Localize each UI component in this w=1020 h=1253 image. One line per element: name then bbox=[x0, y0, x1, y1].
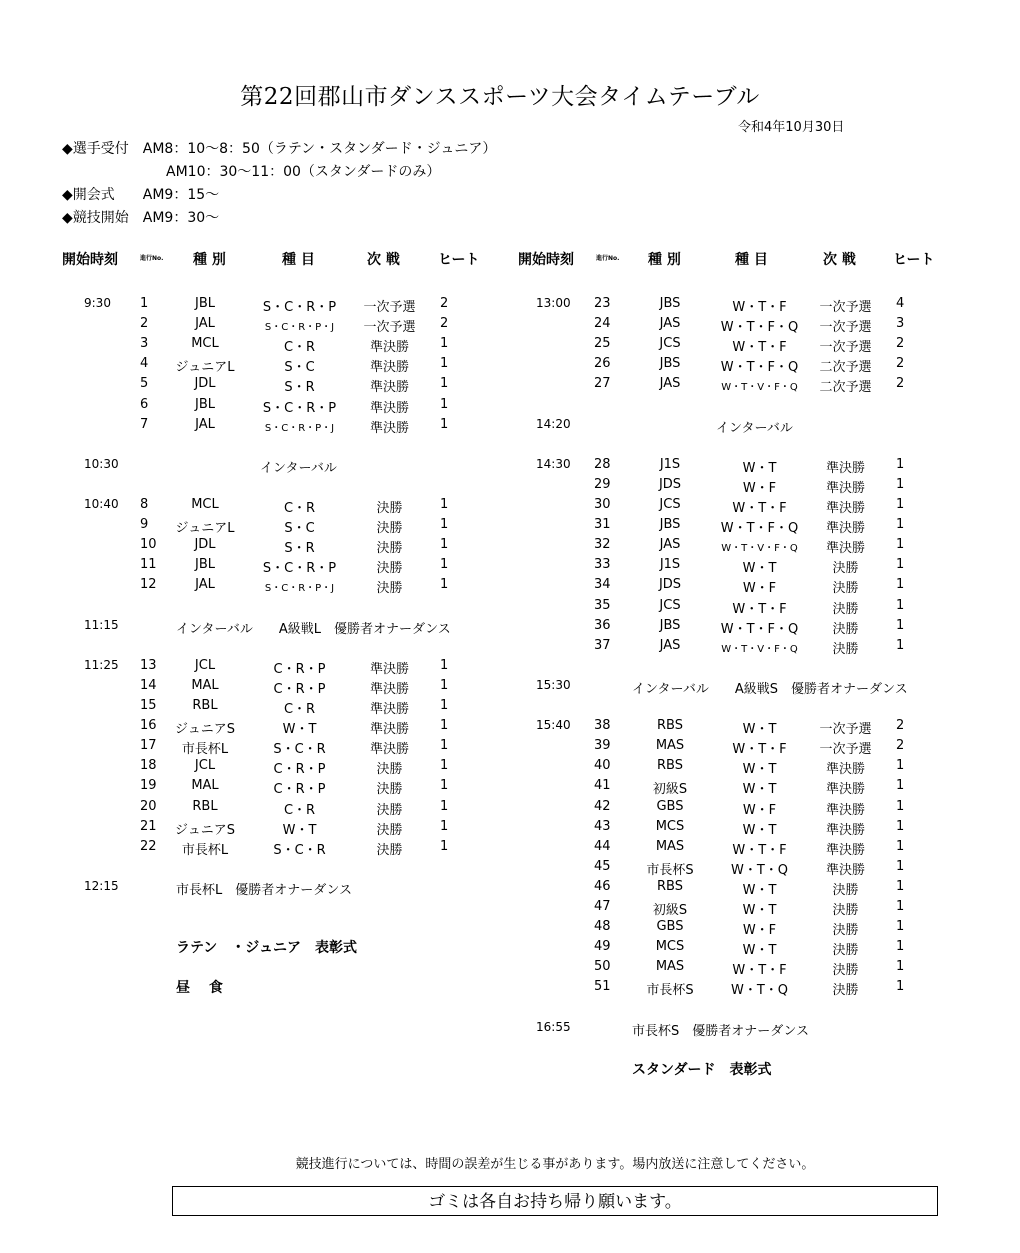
heat-count: 2 bbox=[440, 316, 449, 332]
event: C・R・P bbox=[273, 782, 326, 798]
progress-number: 2 bbox=[140, 316, 149, 332]
category: ジュニアL bbox=[175, 521, 235, 537]
category: 市長杯S bbox=[646, 862, 694, 878]
progress-number: 45 bbox=[594, 858, 611, 874]
heat-count: 1 bbox=[440, 396, 449, 412]
progress-number: 15 bbox=[140, 698, 157, 713]
category: JDL bbox=[194, 376, 216, 392]
next-round: 決勝 bbox=[376, 521, 403, 537]
progress-number: 30 bbox=[594, 497, 611, 512]
category: JAS bbox=[659, 376, 681, 392]
progress-number: 27 bbox=[594, 376, 611, 392]
heat-count: 1 bbox=[896, 838, 905, 854]
heat-count: 1 bbox=[896, 456, 905, 472]
next-round: 準決勝 bbox=[825, 541, 865, 557]
heat-count: 1 bbox=[896, 597, 905, 613]
event: W・T bbox=[742, 882, 777, 898]
next-round: 準決勝 bbox=[369, 360, 409, 376]
next-round: 二次予選 bbox=[819, 360, 872, 376]
event: S・C・R bbox=[273, 742, 326, 758]
next-round: 決勝 bbox=[832, 923, 859, 939]
event: W・F bbox=[742, 802, 777, 818]
heat-count: 4 bbox=[896, 296, 905, 311]
category: JBS bbox=[659, 356, 681, 372]
next-round: 一次予選 bbox=[819, 300, 872, 315]
heat-count: 1 bbox=[440, 818, 449, 834]
ceremony-note: ラテン ・ジュニア 表彰式 bbox=[176, 940, 358, 956]
next-round: 準決勝 bbox=[825, 501, 865, 516]
next-round: 準決勝 bbox=[825, 782, 865, 798]
heat-count: 1 bbox=[896, 919, 905, 935]
category: RBS bbox=[657, 878, 683, 894]
event: W・T bbox=[742, 722, 777, 738]
progress-number: 21 bbox=[140, 818, 157, 834]
header-heat-left: ヒート bbox=[438, 252, 480, 268]
event: W・T bbox=[742, 822, 777, 838]
progress-number: 34 bbox=[594, 577, 611, 593]
category: ジュニアS bbox=[175, 722, 235, 738]
progress-number: 40 bbox=[594, 758, 611, 774]
category: MAS bbox=[655, 959, 685, 975]
heat-count: 1 bbox=[896, 979, 905, 995]
heat-count: 1 bbox=[896, 899, 905, 914]
page-title: 第22回郡山市ダンススポーツ大会タイムテーブル bbox=[240, 84, 760, 110]
next-round: 二次予選 bbox=[819, 380, 872, 396]
progress-number: 39 bbox=[594, 738, 611, 754]
header-heat-right: ヒート bbox=[893, 252, 935, 268]
event: W・T bbox=[742, 460, 777, 476]
next-round: 決勝 bbox=[832, 581, 859, 597]
start-time: 14:30 bbox=[536, 456, 571, 471]
start-time: 11:15 bbox=[84, 617, 119, 632]
progress-number: 33 bbox=[594, 557, 611, 573]
progress-number: 12 bbox=[140, 577, 157, 593]
heat-count: 1 bbox=[440, 778, 449, 794]
info-competition-start: ◆競技開始 AM9：30～ bbox=[62, 210, 220, 226]
progress-number: 23 bbox=[594, 296, 611, 311]
progress-number: 25 bbox=[594, 336, 611, 352]
next-round: 一次予選 bbox=[819, 742, 872, 758]
header-category-left: 種 別 bbox=[193, 252, 226, 268]
category: JBL bbox=[195, 557, 215, 573]
progress-number: 11 bbox=[140, 557, 157, 573]
progress-number: 37 bbox=[594, 637, 611, 653]
event: S・C・R bbox=[273, 842, 326, 858]
progress-number: 7 bbox=[140, 416, 149, 432]
event: C・R・P bbox=[273, 661, 326, 677]
event: W・T・F・Q bbox=[720, 521, 799, 537]
schedule-note: インターバル A級戦S 優勝者オナーダンス bbox=[632, 681, 908, 697]
event: C・R・P bbox=[273, 762, 326, 778]
progress-number: 43 bbox=[594, 818, 611, 834]
heat-count: 1 bbox=[440, 517, 449, 533]
start-time: 10:30 bbox=[84, 456, 119, 471]
category: MCS bbox=[655, 939, 685, 955]
progress-number: 18 bbox=[140, 758, 157, 774]
header-progress-no-left: 進行No. bbox=[140, 255, 164, 262]
next-round: 決勝 bbox=[832, 963, 859, 979]
heat-count: 1 bbox=[440, 336, 449, 352]
header-start-time-left: 開始時刻 bbox=[62, 252, 118, 268]
next-round: 決勝 bbox=[376, 561, 403, 577]
event: W・T・V・F・Q bbox=[721, 643, 798, 655]
footer-notice-box bbox=[172, 1186, 938, 1216]
next-round: 一次予選 bbox=[363, 300, 416, 315]
category: JDS bbox=[658, 577, 682, 593]
heat-count: 2 bbox=[896, 356, 905, 372]
progress-number: 5 bbox=[140, 376, 149, 392]
event: W・T・F bbox=[732, 963, 787, 979]
next-round: 準決勝 bbox=[825, 862, 865, 878]
category: MCL bbox=[191, 497, 219, 512]
heat-count: 2 bbox=[896, 718, 905, 734]
event: S・C・R・P bbox=[262, 400, 337, 416]
next-round: 準決勝 bbox=[825, 460, 865, 476]
heat-count: 1 bbox=[896, 798, 905, 814]
heat-count: 1 bbox=[896, 517, 905, 533]
event: W・T・F bbox=[732, 300, 787, 315]
heat-count: 1 bbox=[896, 858, 905, 874]
progress-number: 36 bbox=[594, 617, 611, 633]
next-round: 決勝 bbox=[376, 581, 403, 597]
progress-number: 6 bbox=[140, 396, 149, 412]
category: JAS bbox=[659, 637, 681, 653]
progress-number: 1 bbox=[140, 296, 149, 311]
category: JCS bbox=[659, 497, 681, 512]
next-round: 決勝 bbox=[832, 641, 859, 657]
next-round: 準決勝 bbox=[825, 480, 865, 496]
category: ジュニアL bbox=[175, 360, 235, 376]
heat-count: 3 bbox=[896, 316, 905, 332]
progress-number: 51 bbox=[594, 979, 611, 995]
category: 市長杯L bbox=[181, 742, 229, 758]
category: JBL bbox=[195, 396, 215, 412]
heat-count: 1 bbox=[896, 959, 905, 975]
category: J1S bbox=[659, 456, 681, 472]
info-opening-ceremony: ◆開会式 AM9：15～ bbox=[62, 187, 220, 203]
header-progress-no-right: 進行No. bbox=[596, 255, 620, 262]
heat-count: 1 bbox=[896, 758, 905, 774]
category: JDL bbox=[194, 537, 216, 553]
event: S・R bbox=[284, 380, 315, 396]
next-round: 決勝 bbox=[376, 541, 403, 557]
event: W・T・F・Q bbox=[720, 360, 799, 376]
event: S・C・R・P bbox=[262, 300, 337, 315]
progress-number: 9 bbox=[140, 517, 149, 533]
next-round: 準決勝 bbox=[369, 702, 409, 717]
next-round: 決勝 bbox=[376, 762, 403, 778]
heat-count: 1 bbox=[896, 617, 905, 633]
progress-number: 26 bbox=[594, 356, 611, 372]
event: W・T bbox=[282, 822, 317, 838]
event: W・T・F・Q bbox=[720, 320, 799, 336]
category: J1S bbox=[659, 557, 681, 573]
progress-number: 47 bbox=[594, 899, 611, 914]
category: JAS bbox=[659, 316, 681, 332]
footer-notice-text: ゴミは各自お持ち帰り願います。 bbox=[428, 1192, 682, 1212]
heat-count: 1 bbox=[440, 376, 449, 392]
event: S・R bbox=[284, 541, 315, 557]
category: MCS bbox=[655, 818, 685, 834]
next-round: 一次予選 bbox=[363, 320, 416, 336]
category: JBS bbox=[659, 517, 681, 533]
category: RBL bbox=[192, 698, 218, 713]
next-round: 準決勝 bbox=[369, 380, 409, 396]
next-round: 準決勝 bbox=[825, 521, 865, 537]
event: W・T・V・F・Q bbox=[721, 382, 798, 394]
event: W・F bbox=[742, 923, 777, 939]
category: RBL bbox=[192, 798, 218, 814]
event: W・T bbox=[742, 943, 777, 959]
next-round: 一次予選 bbox=[819, 320, 872, 336]
header-next-right: 次 戦 bbox=[823, 252, 856, 268]
next-round: 決勝 bbox=[832, 903, 859, 918]
heat-count: 1 bbox=[440, 758, 449, 774]
event: W・T bbox=[742, 903, 777, 918]
event: W・T・F bbox=[732, 340, 787, 356]
start-time: 16:55 bbox=[536, 1019, 571, 1034]
next-round: 一次予選 bbox=[819, 340, 872, 356]
category: 初級S bbox=[652, 782, 688, 798]
event: C・R bbox=[283, 802, 316, 818]
event: W・T・V・F・Q bbox=[721, 543, 798, 555]
event: W・T bbox=[282, 722, 317, 738]
progress-number: 22 bbox=[140, 838, 157, 854]
next-round: 決勝 bbox=[376, 782, 403, 798]
heat-count: 1 bbox=[440, 838, 449, 854]
header-start-time-right: 開始時刻 bbox=[518, 252, 574, 268]
progress-number: 46 bbox=[594, 878, 611, 894]
progress-number: 49 bbox=[594, 939, 611, 955]
heat-count: 2 bbox=[896, 376, 905, 392]
event: S・C・R・P・J bbox=[264, 583, 335, 595]
heat-count: 1 bbox=[896, 577, 905, 593]
event: W・T bbox=[742, 561, 777, 577]
category: JAL bbox=[195, 577, 215, 593]
footer-note: 競技進行については、時間の誤差が生じる事があります。場内放送に注意してください。 bbox=[295, 1157, 815, 1172]
info-reception: ◆選手受付 AM8：10～8：50（ラテン・スタンダード・ジュニア） bbox=[62, 141, 497, 157]
heat-count: 1 bbox=[440, 677, 449, 693]
next-round: 決勝 bbox=[832, 561, 859, 577]
heat-count: 1 bbox=[440, 718, 449, 734]
heat-count: 1 bbox=[896, 537, 905, 553]
heat-count: 2 bbox=[440, 296, 449, 311]
info-reception-standard: AM10：30～11：00（スタンダードのみ） bbox=[166, 164, 441, 180]
progress-number: 29 bbox=[594, 476, 611, 492]
category: ジュニアS bbox=[175, 822, 235, 838]
category: JAL bbox=[195, 316, 215, 332]
start-time: 12:15 bbox=[84, 878, 119, 893]
next-round: 準決勝 bbox=[369, 681, 409, 697]
category: MCL bbox=[191, 336, 219, 352]
event: W・T・F bbox=[732, 742, 787, 758]
progress-number: 3 bbox=[140, 336, 149, 352]
category: 初級S bbox=[652, 903, 688, 918]
event: W・T・Q bbox=[730, 862, 789, 878]
event: W・T bbox=[742, 782, 777, 798]
start-time: 10:40 bbox=[84, 497, 119, 511]
start-time: 15:40 bbox=[536, 718, 571, 733]
category: MAL bbox=[191, 778, 219, 794]
next-round: 決勝 bbox=[376, 501, 403, 516]
next-round: 準決勝 bbox=[825, 762, 865, 778]
progress-number: 10 bbox=[140, 537, 157, 553]
progress-number: 38 bbox=[594, 718, 611, 734]
category: JCL bbox=[194, 758, 216, 774]
progress-number: 4 bbox=[140, 356, 149, 372]
event: W・T・F bbox=[732, 842, 787, 858]
category: MAS bbox=[655, 838, 685, 854]
header-event-right: 種 目 bbox=[735, 252, 768, 268]
event: W・T・Q bbox=[730, 983, 789, 999]
event: C・R bbox=[283, 340, 316, 356]
next-round: 決勝 bbox=[832, 943, 859, 959]
heat-count: 1 bbox=[440, 798, 449, 814]
start-time: 14:20 bbox=[536, 416, 571, 431]
progress-number: 32 bbox=[594, 537, 611, 553]
category: GBS bbox=[656, 919, 684, 935]
progress-number: 19 bbox=[140, 778, 157, 794]
event: C・R・P bbox=[273, 681, 326, 697]
event: W・T bbox=[742, 762, 777, 778]
heat-count: 1 bbox=[440, 497, 449, 512]
schedule-note: 市長杯S 優勝者オナーダンス bbox=[632, 1023, 809, 1039]
progress-number: 8 bbox=[140, 497, 149, 512]
schedule-note: 市長杯L 優勝者オナーダンス bbox=[176, 882, 352, 898]
event: S・C・R・P・J bbox=[264, 322, 335, 334]
next-round: 決勝 bbox=[832, 882, 859, 898]
heat-count: 1 bbox=[896, 476, 905, 492]
event: S・C・R・P bbox=[262, 561, 337, 577]
start-time: 9:30 bbox=[84, 296, 111, 310]
progress-number: 42 bbox=[594, 798, 611, 814]
heat-count: 1 bbox=[440, 577, 449, 593]
progress-number: 14 bbox=[140, 677, 157, 693]
heat-count: 1 bbox=[440, 698, 449, 713]
heat-count: 1 bbox=[896, 818, 905, 834]
progress-number: 20 bbox=[140, 798, 157, 814]
heat-count: 1 bbox=[440, 557, 449, 573]
heat-count: 1 bbox=[896, 557, 905, 573]
category: RBS bbox=[657, 758, 683, 774]
progress-number: 31 bbox=[594, 517, 611, 533]
start-time: 11:25 bbox=[84, 657, 119, 672]
heat-count: 1 bbox=[440, 416, 449, 432]
next-round: 準決勝 bbox=[825, 842, 865, 858]
next-round: 決勝 bbox=[376, 842, 403, 858]
event: W・T・F・Q bbox=[720, 621, 799, 637]
next-round: 一次予選 bbox=[819, 722, 872, 738]
category: 市長杯S bbox=[646, 983, 694, 999]
event: S・C bbox=[284, 360, 315, 376]
category: MAS bbox=[655, 738, 685, 754]
heat-count: 2 bbox=[896, 738, 905, 754]
next-round: 決勝 bbox=[376, 822, 403, 838]
category: JDS bbox=[658, 476, 682, 492]
header-event-left: 種 目 bbox=[282, 252, 315, 268]
category: GBS bbox=[656, 798, 684, 814]
next-round: 準決勝 bbox=[369, 420, 409, 436]
progress-number: 41 bbox=[594, 778, 611, 794]
event: W・T・F bbox=[732, 501, 787, 516]
heat-count: 1 bbox=[440, 657, 449, 673]
event: W・F bbox=[742, 480, 777, 496]
event: W・F bbox=[742, 581, 777, 597]
next-round: 準決勝 bbox=[825, 822, 865, 838]
category: JBL bbox=[195, 296, 215, 311]
event: S・C bbox=[284, 521, 315, 537]
event-date: 令和4年10月30日 bbox=[738, 120, 845, 135]
category: MAL bbox=[191, 677, 219, 693]
next-round: 準決勝 bbox=[369, 742, 409, 758]
category: JBS bbox=[659, 617, 681, 633]
next-round: 準決勝 bbox=[369, 722, 409, 738]
next-round: 準決勝 bbox=[825, 802, 865, 818]
next-round: 準決勝 bbox=[369, 400, 409, 416]
ceremony-note: スタンダード 表彰式 bbox=[632, 1062, 772, 1078]
progress-number: 16 bbox=[140, 718, 157, 734]
heat-count: 1 bbox=[440, 356, 449, 372]
heat-count: 1 bbox=[896, 497, 905, 512]
heat-count: 1 bbox=[896, 939, 905, 955]
category: JCS bbox=[659, 336, 681, 352]
event: W・T・F bbox=[732, 601, 787, 617]
schedule-note: インターバル bbox=[260, 460, 337, 476]
next-round: 決勝 bbox=[832, 983, 859, 999]
event: C・R bbox=[283, 702, 316, 717]
progress-number: 35 bbox=[594, 597, 611, 613]
heat-count: 1 bbox=[896, 778, 905, 794]
header-next-left: 次 戦 bbox=[367, 252, 400, 268]
progress-number: 50 bbox=[594, 959, 611, 975]
next-round: 準決勝 bbox=[369, 340, 409, 356]
heat-count: 1 bbox=[896, 878, 905, 894]
next-round: 決勝 bbox=[832, 601, 859, 617]
category: JAL bbox=[195, 416, 215, 432]
progress-number: 13 bbox=[140, 657, 157, 673]
progress-number: 48 bbox=[594, 919, 611, 935]
start-time: 13:00 bbox=[536, 296, 571, 310]
heat-count: 1 bbox=[440, 537, 449, 553]
category: JAS bbox=[659, 537, 681, 553]
next-round: 決勝 bbox=[376, 802, 403, 818]
start-time: 15:30 bbox=[536, 677, 571, 692]
header-category-right: 種 別 bbox=[648, 252, 681, 268]
category: RBS bbox=[657, 718, 683, 734]
category: JCS bbox=[659, 597, 681, 613]
progress-number: 17 bbox=[140, 738, 157, 754]
heat-count: 2 bbox=[896, 336, 905, 352]
progress-number: 28 bbox=[594, 456, 611, 472]
ceremony-note: 昼 食 bbox=[176, 980, 223, 996]
next-round: 準決勝 bbox=[369, 661, 409, 677]
event: C・R bbox=[283, 501, 316, 516]
schedule-note: インターバル bbox=[716, 420, 793, 436]
event: S・C・R・P・J bbox=[264, 422, 335, 434]
schedule-note: インターバル A級戦L 優勝者オナーダンス bbox=[176, 621, 451, 637]
heat-count: 1 bbox=[896, 637, 905, 653]
category: JCL bbox=[194, 657, 216, 673]
category: 市長杯L bbox=[181, 842, 229, 858]
next-round: 決勝 bbox=[832, 621, 859, 637]
progress-number: 24 bbox=[594, 316, 611, 332]
category: JBS bbox=[659, 296, 681, 311]
progress-number: 44 bbox=[594, 838, 611, 854]
heat-count: 1 bbox=[440, 738, 449, 754]
